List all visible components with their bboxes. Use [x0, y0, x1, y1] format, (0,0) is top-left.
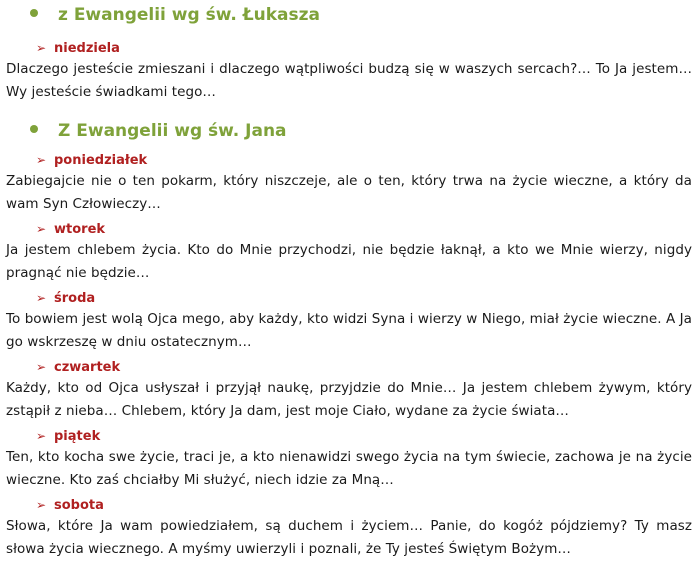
- section-heading-luke: [30, 5, 320, 25]
- day-label-text: poniedziałek: [54, 153, 148, 168]
- day-label-niedziela: [36, 41, 120, 56]
- reading-text-wtorek: Ja jestem chlebem życia. Kto do Mnie przychodzi, nie będzie łaknął, a kto we Mnie wierzy, nigdy pragnąć nie będzie…: [6, 242, 692, 281]
- day-label-poniedzialek: [36, 153, 147, 168]
- section-heading-text: z Ewangelii wg św. Łukasza: [58, 5, 320, 25]
- day-label-text: niedziela: [54, 41, 120, 56]
- day-label-text: czwartek: [54, 360, 121, 375]
- day-label-text: piątek: [54, 429, 101, 444]
- reading-text-piatek: Ten, kto kocha swe życie, traci je, a kto nienawidzi swego życia na tym świecie, zachowa je na życie wieczne. Kto zaś chciałby Mi służyć, niech idzie za Mną…: [6, 449, 692, 488]
- day-label-czwartek: [36, 360, 120, 375]
- arrow-bullet-icon: ➢: [36, 429, 47, 443]
- day-label-piatek: [36, 429, 100, 444]
- reading-text-czwartek: Każdy, kto od Ojca usłyszał i przyjął naukę, przyjdzie do Mnie… Ja jestem chlebem żywym, który zstąpił z nieba… Chlebem, który Ja dam, jest moje Ciało, wydane za życie świata…: [6, 380, 692, 419]
- bullet-icon: [30, 125, 38, 133]
- arrow-bullet-icon: ➢: [36, 222, 47, 236]
- day-label-text: sobota: [54, 498, 104, 513]
- day-label-text: środa: [54, 291, 96, 306]
- reading-text-sobota: Słowa, które Ja wam powiedziałem, są duchem i życiem… Panie, do kogóż pójdziemy? Ty masz słowa życia wiecznego. A myśmy uwierzyli i poznali, że Ty jesteś Świętym Bożym…: [6, 518, 692, 557]
- arrow-bullet-icon: ➢: [36, 291, 47, 305]
- arrow-bullet-icon: ➢: [36, 360, 47, 374]
- reading-text-sroda: To bowiem jest wolą Ojca mego, aby każdy, kto widzi Syna i wierzy w Niego, miał życie wieczne. A Ja go wskrzeszę w dniu ostatecznym…: [6, 311, 692, 350]
- day-label-sobota: [36, 498, 104, 513]
- bullet-icon: [30, 9, 38, 17]
- day-label-text: wtorek: [54, 222, 106, 237]
- day-label-sroda: [36, 291, 95, 306]
- arrow-bullet-icon: ➢: [36, 498, 47, 512]
- arrow-bullet-icon: ➢: [36, 153, 47, 167]
- reading-text-poniedzialek: Zabiegajcie nie o ten pokarm, który niszczeje, ale o ten, który trwa na życie wieczne, a który da wam Syn Człowieczy…: [6, 173, 692, 212]
- day-label-wtorek: [36, 222, 105, 237]
- section-heading-text: Z Ewangelii wg św. Jana: [58, 121, 287, 141]
- section-heading-john: [30, 121, 287, 141]
- reading-text-niedziela: Dlaczego jesteście zmieszani i dlaczego wątpliwości budzą się w waszych sercach?… To Ja jestem… Wy jesteście świadkami tego…: [6, 61, 692, 100]
- arrow-bullet-icon: ➢: [36, 41, 47, 55]
